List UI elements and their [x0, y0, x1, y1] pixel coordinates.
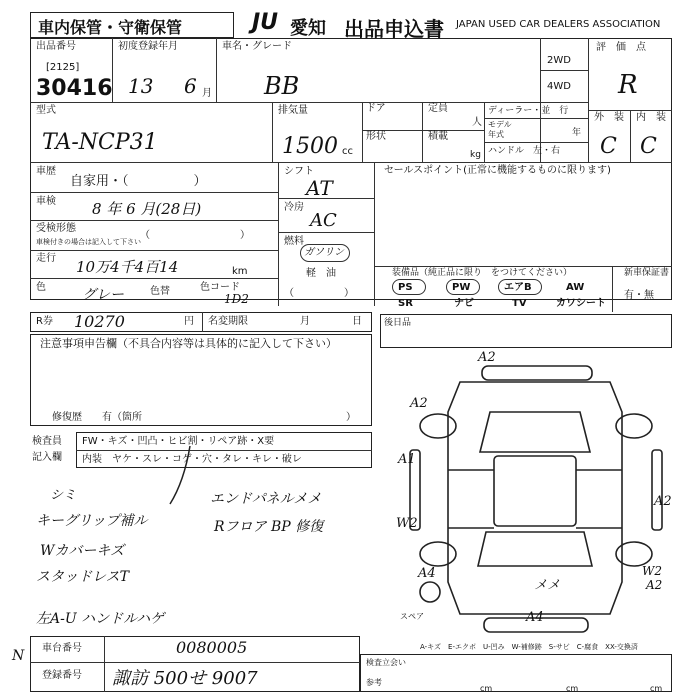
reg-month: 6	[184, 74, 197, 98]
mark-a2-left: A2	[410, 396, 428, 411]
lot-number: 30416	[36, 76, 113, 101]
side-mark: N	[12, 648, 25, 664]
pre-check-cm-3: cm	[650, 684, 663, 693]
door-label: ドア	[366, 103, 386, 114]
reg-year: 13	[128, 74, 154, 98]
car-name: BB	[264, 72, 300, 100]
hand-note-5: 左A-U ハンドルハゲ	[36, 611, 165, 627]
equip-leather: カワシート	[556, 298, 606, 309]
mark-w2-right: W2	[642, 564, 662, 578]
mark-a2-right: A2	[654, 494, 672, 509]
title-change-month: 月	[300, 316, 310, 327]
shift-label: シフト	[284, 166, 314, 177]
chassis-label: 車台番号	[42, 643, 82, 654]
inspector-label: 検査員	[32, 436, 62, 447]
car-name-label: 車名・グレード	[222, 41, 292, 52]
fuel-diesel: 軽 油	[306, 268, 336, 279]
spare-label: スペア	[400, 612, 424, 621]
repair-label: 修復歴 有（箇所	[52, 412, 142, 423]
ju-logo: JU	[252, 10, 279, 35]
pre-check-cm-1: cm	[480, 684, 493, 693]
mark-a4-rear: A4	[526, 610, 544, 625]
warranty-value: 有・無	[624, 290, 654, 301]
form-title: 出品申込書	[344, 17, 444, 41]
equip-airbag: エアB	[504, 282, 532, 293]
capacity-unit: 人	[472, 117, 482, 128]
chassis-value: 0080005	[176, 638, 248, 657]
equip-pw: PW	[452, 282, 471, 293]
fuel-gasoline: ガソリン	[304, 247, 344, 258]
org-name: 愛知	[290, 18, 326, 39]
exterior-value: C	[600, 134, 617, 159]
notes-box	[380, 314, 672, 348]
color-code-value: 1D2	[224, 292, 249, 306]
accept-note: 車検付きの場合は記入して下さい	[36, 238, 141, 246]
equip-ps: PS	[398, 282, 413, 293]
history-label: 車歴	[36, 166, 56, 177]
equip-airbag-circle	[498, 279, 542, 295]
hand-note-right-1: エンドパネルメメ	[210, 491, 322, 507]
equip-sr: SR	[398, 298, 413, 309]
mark-w2-left: W2	[396, 516, 418, 531]
title-change-label: 名変期限	[208, 316, 248, 327]
plate-label: 登録番号	[42, 670, 82, 681]
hand-note-3: Wカバーキズ	[40, 543, 125, 559]
equip-ps-circle	[392, 279, 426, 295]
r-ticket-label: R券	[36, 316, 53, 327]
storage-label: 車内保管・守衛保管	[38, 18, 183, 37]
interior-value: C	[640, 134, 657, 159]
note-stroke-icon	[160, 440, 200, 510]
notes-label: 後日品	[384, 318, 412, 328]
mark-scratch-rear: メメ	[534, 578, 561, 593]
exterior-label: 外 装	[594, 112, 624, 123]
mileage-label: 走行	[36, 253, 56, 264]
damage-legend: A-キズ E-エクボ U-凹み W-補修跡 S-サビ C-腐食 XX-交換済	[420, 643, 638, 651]
pre-check-label1: 検査立会い	[366, 658, 406, 667]
mileage-value: 10万4千4百14	[76, 258, 179, 276]
model-value: TA-NCP31	[42, 130, 158, 155]
pre-check-cm-2: cm	[566, 684, 579, 693]
year-unit: 年	[572, 128, 582, 138]
fuel-paren: （ ）	[284, 288, 354, 299]
model-year-label1: モデル	[488, 120, 512, 129]
color-value: グレー	[82, 287, 124, 303]
mark-a4-left: A4	[418, 566, 436, 581]
mark-a2-right-low: A2	[646, 578, 663, 592]
interior-label: 内 装	[636, 112, 666, 123]
inspection-label: 車検	[36, 196, 56, 207]
lot-number-label: 出品番号	[36, 41, 76, 52]
equip-pw-circle	[446, 279, 480, 295]
color-label: 色	[36, 282, 46, 293]
title-change-day: 日	[352, 316, 362, 327]
color-code-label: 色コード	[200, 282, 240, 293]
kg-unit: kg	[470, 150, 481, 160]
inspection-value: 8 年 6 月(28日)	[92, 200, 202, 218]
check-row2: 内装 ヤケ・スレ・コゲ・穴・タレ・キレ・破レ	[82, 454, 302, 465]
mark-a2-front: A2	[478, 350, 496, 365]
entry-label: 記入欄	[32, 452, 62, 463]
hand-note-4: スタッドレスT	[36, 569, 129, 585]
warranty-label: 新車保証書	[624, 268, 670, 278]
hand-note-2: キーグリップ補ル	[36, 513, 148, 529]
handle-label: ハンドル 左・右	[488, 146, 561, 156]
reg-year-label: 初度登録年月	[118, 41, 178, 52]
km-unit: km	[232, 266, 248, 277]
car-damage-diagram	[400, 352, 680, 642]
hand-note-1: シミ	[50, 488, 77, 503]
displacement-value: 1500	[282, 134, 338, 159]
accept-label: 受検形態	[36, 223, 76, 234]
ac-label: 冷房	[284, 202, 304, 213]
caution-label: 注意事項申告欄（不具合内容等は具体的に記入して下さい）	[40, 337, 337, 350]
grade-label: 評 価 点	[596, 42, 646, 53]
ac-value: AC	[310, 210, 337, 231]
accept-paren: （ ）	[140, 230, 250, 241]
mark-a1-left: A1	[398, 452, 416, 467]
model-year-label2: 年式	[488, 130, 504, 139]
cc-unit: cc	[342, 146, 353, 157]
r-ticket-value: 10270	[74, 312, 125, 331]
equip-aw: AW	[566, 282, 585, 293]
sales-point-label: セールスポイント(正常に機能するものに限ります)	[384, 165, 611, 176]
pre-check-box	[360, 654, 672, 692]
displacement-label: 排気量	[278, 105, 308, 116]
dealer-label: ディーラー・並 行	[488, 106, 569, 116]
history-value: 自家用・（ ）	[70, 174, 207, 189]
equip-label: 装備品（純正品に限り をつけてください）	[392, 268, 573, 278]
drive-4wd: 4WD	[547, 81, 571, 92]
hand-note-right-2: Rフロア BP 修復	[214, 519, 324, 535]
equip-tv: TV	[512, 298, 527, 309]
shift-value: AT	[306, 176, 333, 200]
drive-2wd: 2WD	[547, 55, 571, 66]
model-label: 型式	[36, 105, 56, 116]
capacity-label: 定員	[428, 103, 448, 114]
fuel-label: 燃料	[284, 236, 304, 247]
grade-value: R	[618, 70, 638, 100]
lot-bracket: [2125]	[46, 62, 80, 73]
equip-navi: ナビ	[454, 298, 474, 309]
shape-label: 形状	[366, 131, 386, 142]
english-title: JAPAN USED CAR DEALERS ASSOCIATION	[456, 19, 661, 30]
load-label: 積載	[428, 131, 448, 142]
yen-unit: 円	[184, 316, 194, 327]
pre-check-label2: 参考	[366, 678, 382, 687]
check-row1: FW・キズ・凹凸・ヒビ割・リペア跡・X要	[82, 436, 275, 447]
plate-value: 諏訪 500せ 9007	[112, 668, 258, 689]
month-unit: 月	[202, 88, 212, 99]
repair-close: ）	[346, 412, 356, 423]
color-change-label: 色替	[150, 286, 170, 297]
